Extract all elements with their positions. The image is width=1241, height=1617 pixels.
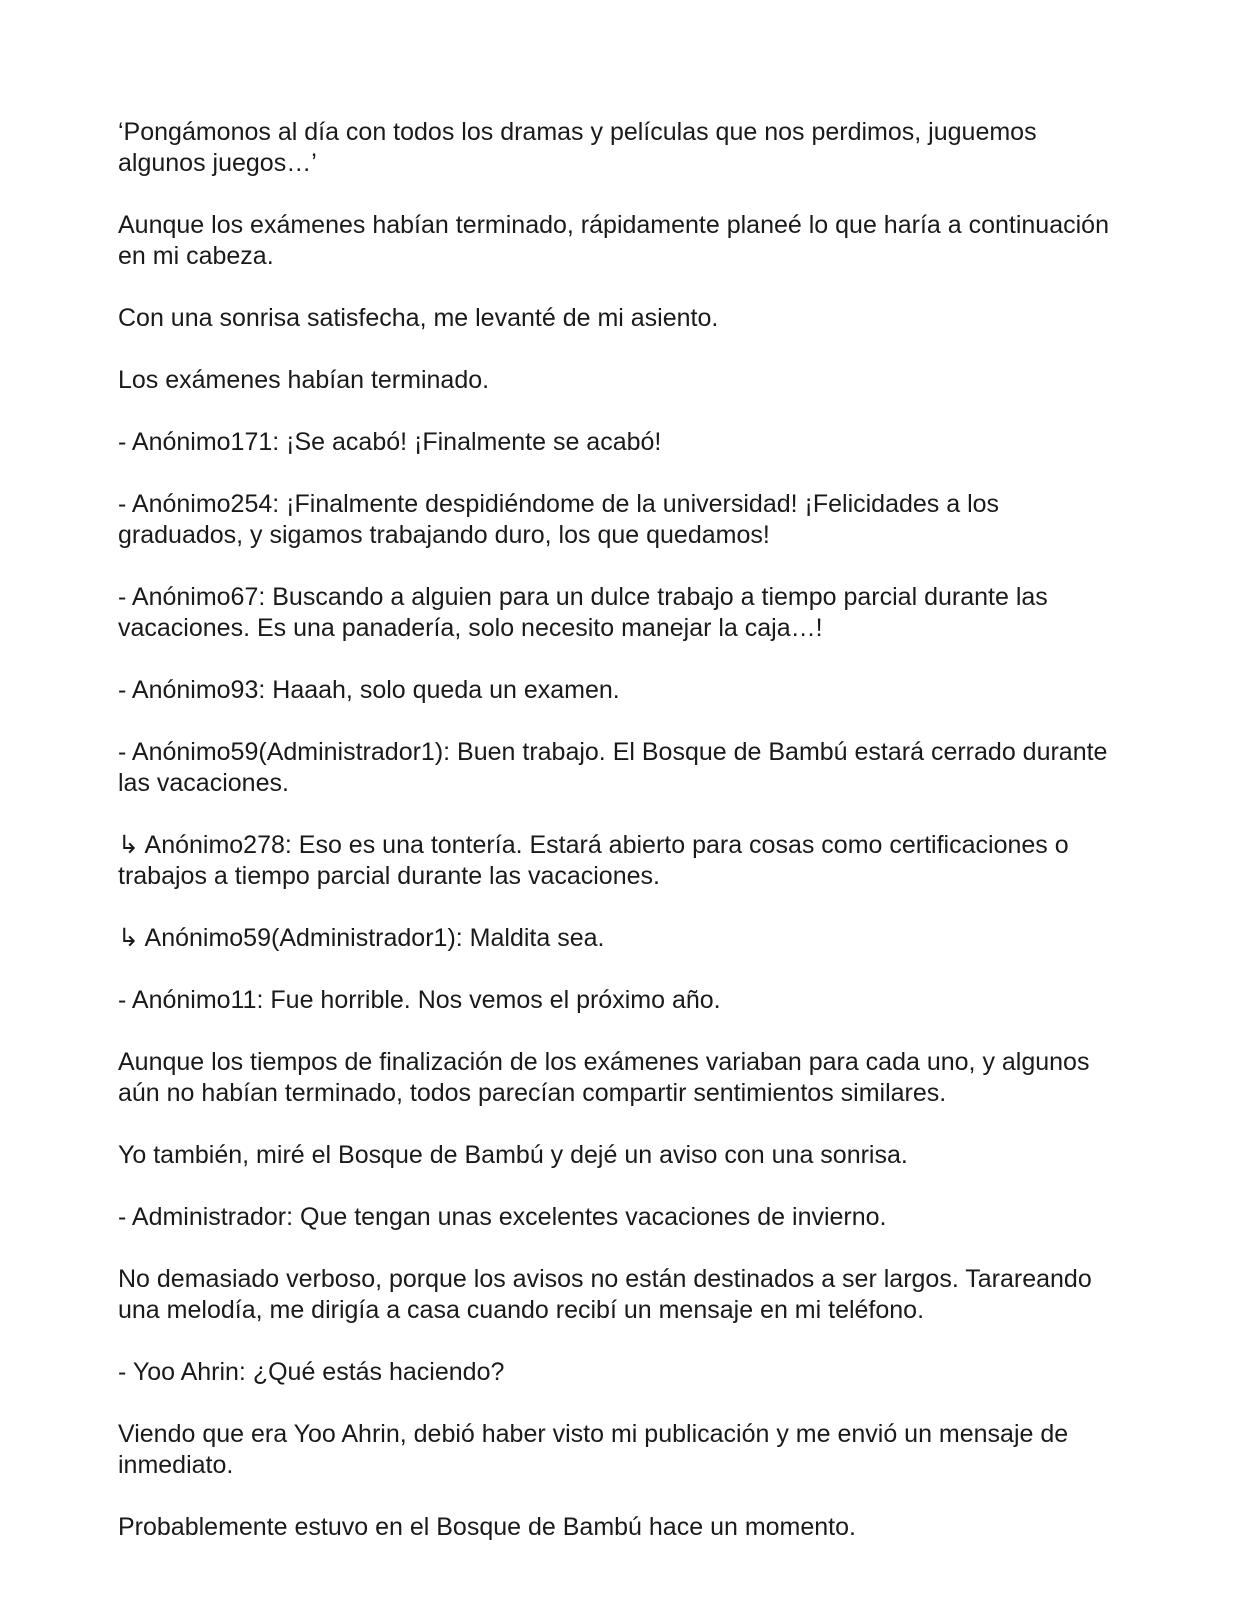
chat-message: - Anónimo67: Buscando a alguien para un dulce trabajo a tiempo parcial durante las vacaciones. Es una panadería, solo necesito manejar la caja…! — [118, 583, 1055, 642]
chat-reply: ↳ Anónimo278: Eso es una tontería. Estará abierto para cosas como certificaciones o trabajos a tiempo parcial durante las vacaciones. — [118, 831, 1076, 890]
chat-message: - Anónimo11: Fue horrible. Nos vemos el próximo año. — [118, 986, 721, 1014]
chat-message: - Anónimo59(Administrador1): Buen trabajo. El Bosque de Bambú estará cerrado durante las vacaciones. — [118, 738, 1115, 797]
document-body — [118, 117, 1128, 1574]
paragraph: Con una sonrisa satisfecha, me levanté de mi asiento. — [118, 304, 719, 332]
chat-message: - Anónimo254: ¡Finalmente despidiéndome de la universidad! ¡Felicidades a los graduados, y sigamos trabajando duro, los que quedamos! — [118, 490, 1007, 549]
paragraph: Aunque los exámenes habían terminado, rápidamente planeé lo que haría a continuación en mi cabeza. — [118, 211, 1116, 270]
paragraph: Yo también, miré el Bosque de Bambú y dejé un aviso con una sonrisa. — [118, 1141, 908, 1169]
paragraph: Viendo que era Yoo Ahrin, debió haber visto mi publicación y me envió un mensaje de inmediato. — [118, 1420, 1076, 1479]
chat-message: - Anónimo93: Haaah, solo queda un examen. — [118, 676, 620, 704]
chat-message: - Anónimo171: ¡Se acabó! ¡Finalmente se acabó! — [118, 428, 662, 456]
paragraph: No demasiado verboso, porque los avisos no están destinados a ser largos. Tarareando una melodía, me dirigía a casa cuando recibí un mensaje en mi teléfono. — [118, 1265, 1099, 1324]
paragraph: ‘Pongámonos al día con todos los dramas y películas que nos perdimos, juguemos algunos juegos…’ — [118, 118, 1044, 177]
paragraph: Probablemente estuvo en el Bosque de Bambú hace un momento. — [118, 1513, 856, 1541]
chat-message: - Administrador: Que tengan unas excelentes vacaciones de invierno. — [118, 1203, 887, 1231]
chat-reply: ↳ Anónimo59(Administrador1): Maldita sea. — [118, 924, 605, 952]
paragraph: Los exámenes habían terminado. — [118, 366, 490, 394]
chat-message: - Yoo Ahrin: ¿Qué estás haciendo? — [118, 1358, 505, 1386]
paragraph: Aunque los tiempos de finalización de los exámenes variaban para cada uno, y algunos aún no habían terminado, todos parecían compartir sentimientos similares. — [118, 1048, 1097, 1107]
